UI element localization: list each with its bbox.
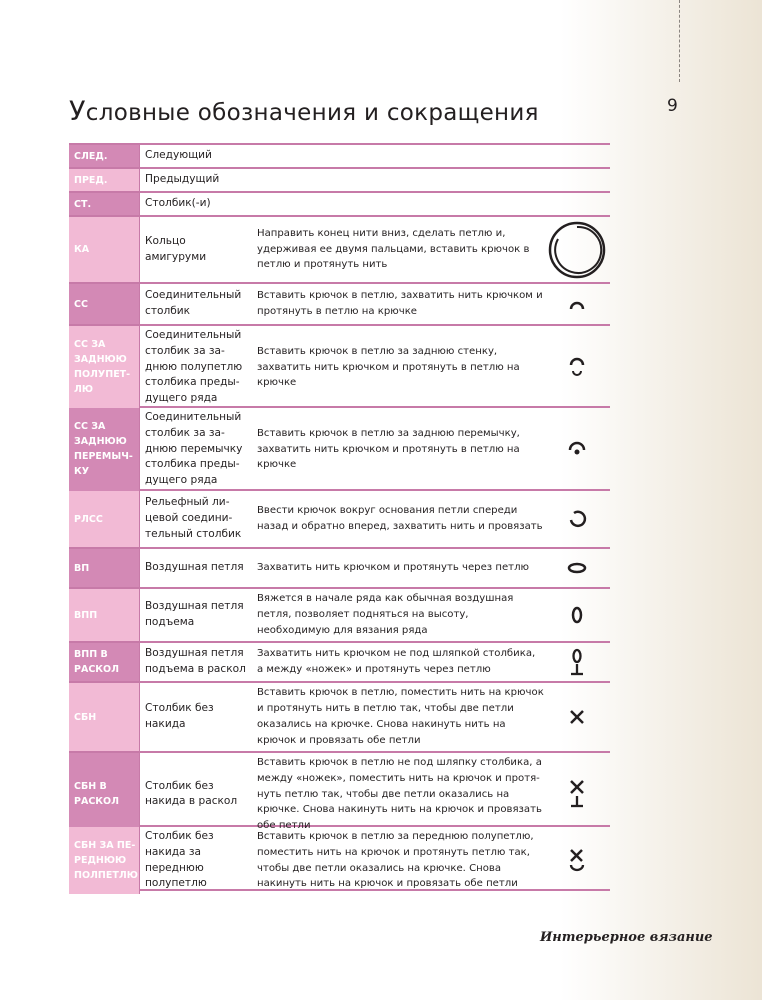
desc-cell: Ввести крючок вокруг основания петли спереди назад и обратно вперед, захватить нить и провязать (257, 505, 543, 532)
desc-cell: Захватить нить крючком и протянуть через петлю (257, 562, 530, 574)
table-row (69, 683, 610, 753)
name-cell: Соединительный столбик (139, 284, 249, 324)
single-crochet-front-loop-icon (544, 827, 610, 894)
desc-cell: Вставить крючок в петлю за переднюю полупетлю, поместить нить на крючок и протянуть петлю так, чтобы две петли оказались на крючке. Снова накинуть нить на крючок и провязать обе петли (257, 831, 534, 890)
magic-ring-icon (544, 217, 610, 282)
slip-stitch-icon (544, 284, 610, 324)
desc-cell: Вставить крючок в петлю, поместить нить на крючок и протянуть нить в петлю так, чтобы две петли оказались на крючке. Снова накинуть нить на крючок и провязать обе петли (257, 687, 544, 746)
desc-cell: Вставить крючок в петлю за заднюю стенку, захватить нить крючком и протянуть в петлю на крючке (257, 345, 520, 389)
desc-cell: Вставить крючок в петлю не под шляпку столбика, а между «ножек», поместить нить на крючок и протя-нуть петлю так, чтобы две петли оказались на крючке. Снова накинуть нить на крючок и провязать обе петли (257, 757, 542, 832)
name-cell: Рельефный ли-цевой соедини-тельный столбик (139, 491, 249, 547)
abbr-cell: СБН ЗА ПЕ-РЕДНЮЮ ПОЛПЕТЛЮ (69, 827, 139, 894)
abbr-cell: СБН В РАСКОЛ (69, 753, 139, 836)
abbr-cell: СС ЗА ЗАДНЮЮ ПОЛУПЕТ-ЛЮ (69, 326, 139, 409)
abbr-cell: ВПП В РАСКОЛ (69, 643, 139, 681)
desc-cell: Вставить крючок в петлю за заднюю перемычку, захватить нить крючком и протянуть в петлю на крючке (257, 427, 520, 471)
abbreviations-table (69, 143, 610, 891)
title-rest: словные обозначения и сокращения (85, 100, 539, 126)
page-number: 9 (667, 96, 678, 116)
table-row (69, 549, 610, 589)
table-row (69, 753, 610, 832)
abbr-cell: СБН (69, 683, 139, 751)
table-row (69, 326, 610, 408)
table-row (69, 143, 610, 169)
name-cell: Столбик без накида в раскол (139, 753, 249, 836)
table-row (69, 284, 610, 326)
abbr-cell: ВП (69, 549, 139, 587)
abbr-cell: РЛСС (69, 491, 139, 547)
name-cell: Столбик без накида за переднюю полупетлю (139, 827, 249, 894)
turning-chain-icon (544, 589, 610, 641)
abbr-cell: ВПП (69, 589, 139, 641)
name-cell: Столбик(-и) (139, 193, 610, 215)
desc-cell: Захватить нить крючком не под шляпкой столбика, а между «ножек» и протянуть через петлю (257, 648, 536, 675)
table-row (69, 193, 610, 217)
desc-cell: Направить конец нити вниз, сделать петлю и, удерживая ее двумя пальцами, вставить крючок в петлю и протянуть нить (257, 227, 530, 271)
table-row (69, 217, 610, 284)
abbr-cell: СТ. (69, 193, 139, 215)
desc-cell: Вставить крючок в петлю, захватить нить крючком и протянуть в петлю на крючке (257, 290, 543, 317)
title-initial: У (69, 96, 86, 127)
table-row (69, 589, 610, 643)
desc-cell: Вяжется в начале ряда как обычная воздушная петля, позволяет подняться на высоту, необходимую для вязания ряда (257, 593, 514, 636)
name-cell: Кольцо амигуруми (139, 217, 249, 282)
single-crochet-icon (544, 683, 610, 751)
abbr-cell: СС ЗА ЗАДНЮЮ ПЕРЕМЫЧ-КУ (69, 408, 139, 491)
front-post-slip-stitch-icon (544, 491, 610, 547)
name-cell: Предыдущий (139, 169, 610, 191)
abbr-cell: КА (69, 217, 139, 282)
table-row (69, 643, 610, 683)
name-cell: Воздушная петля подъема в раскол (139, 643, 249, 681)
name-cell: Воздушная петля (139, 549, 249, 587)
page-title (69, 96, 539, 127)
slip-stitch-back-bar-icon (544, 408, 610, 491)
single-crochet-split-icon (544, 753, 610, 836)
dashed-margin-line (679, 0, 680, 82)
abbr-cell: СС (69, 284, 139, 324)
name-cell: Следующий (139, 145, 610, 167)
turning-chain-split-icon (544, 643, 610, 681)
name-cell: Столбик без накида (139, 683, 249, 751)
name-cell: Соединительный столбик за за-днюю перемычку столбика преды-дущего ряда (139, 408, 249, 491)
table-row (69, 169, 610, 193)
table-row (69, 827, 610, 891)
abbr-cell: СЛЕД. (69, 145, 139, 167)
table-row (69, 491, 610, 549)
chain-icon (544, 549, 610, 587)
name-cell: Воздушная петля подъема (139, 589, 249, 641)
book-title-footer: Интерьерное вязание (540, 930, 713, 945)
slip-stitch-back-loop-icon (544, 326, 610, 409)
table-row (69, 408, 610, 491)
name-cell: Соединительный столбик за за-днюю полупетлю столбика преды-дущего ряда (139, 326, 249, 409)
abbr-cell: ПРЕД. (69, 169, 139, 191)
